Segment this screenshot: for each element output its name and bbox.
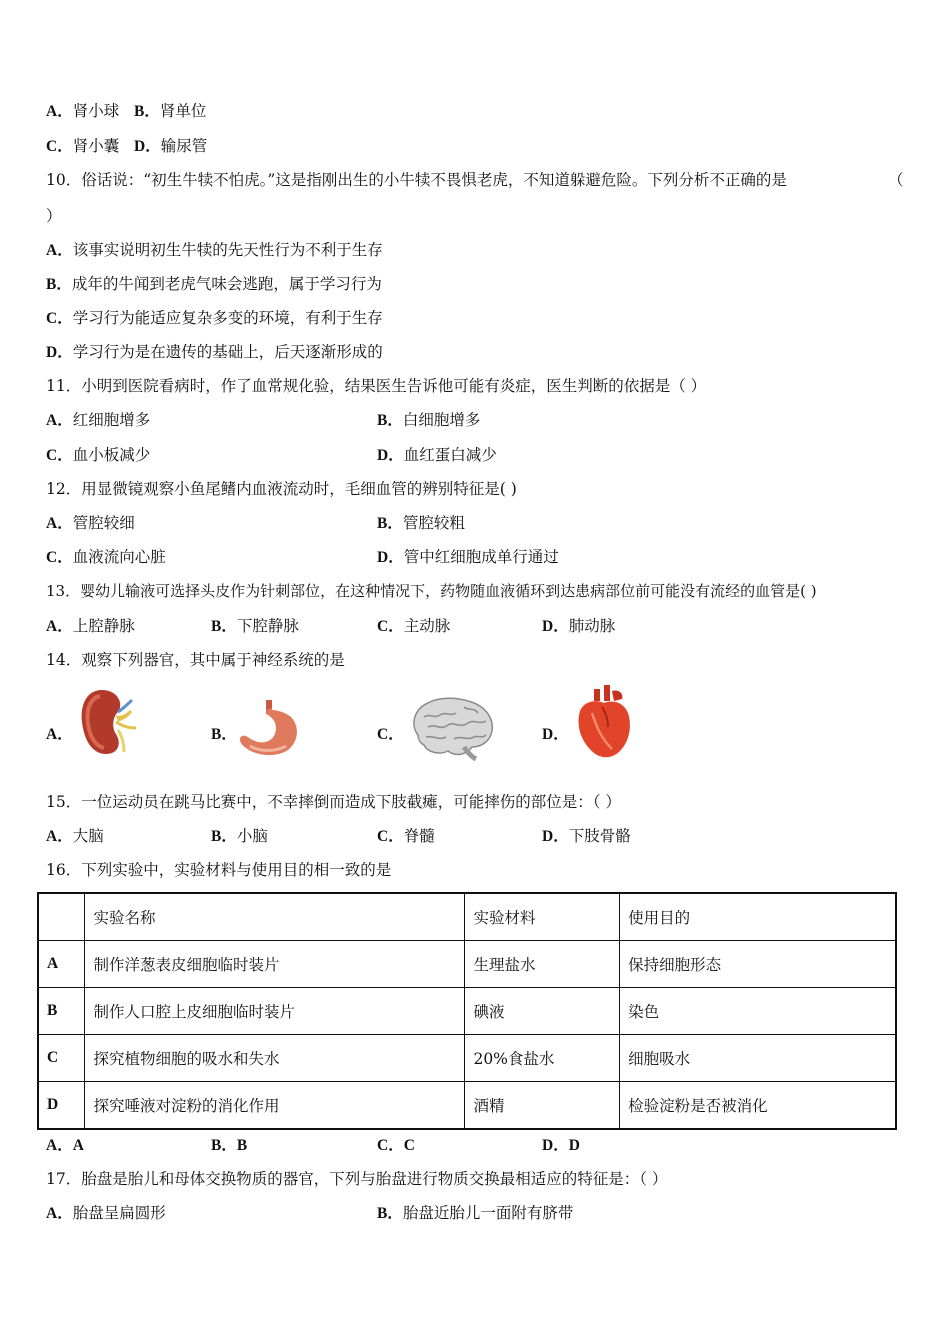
q10-stem: 10．俗话说：“初生牛犊不怕虎。”这是指刚出生的小牛犊不畏惧老虎，不知道躲避危险。下列分析不正确的是 [46,171,787,189]
table-cell: 探究唾液对淀粉的消化作用 [85,1082,465,1130]
table-cell: D [38,1082,85,1130]
q14-option-a-label: A． [46,726,73,743]
table-cell: C [38,1035,85,1082]
brain-icon [408,695,496,761]
table-header-cell: 实验材料 [465,893,620,941]
q16-option-a: A．A [46,1137,84,1154]
experiment-table [37,892,897,1130]
q12-option-a: A．管腔较细 [46,514,135,532]
q15-option-c: C．脊髓 [377,827,435,845]
kidney-icon [78,686,140,758]
q9-options-line-1: A．肾小球 B．肾单位 [46,102,207,120]
q11-option-b: B．白细胞增多 [377,411,481,429]
table-header-cell: 使用目的 [620,893,896,941]
q12-stem: 12．用显微镜观察小鱼尾鳍内血液流动时，毛细血管的辨别特征是( ) [46,480,517,498]
q17-option-a: A．胎盘呈扁圆形 [46,1204,166,1222]
table-cell: 保持细胞形态 [620,941,896,988]
table-header-row [38,893,896,941]
table-row [38,1082,896,1130]
q9-options-line-2: C．肾小囊 D．输尿管 [46,137,208,155]
table-cell: 制作洋葱表皮细胞临时装片 [85,941,465,988]
q16-option-d: D．D [542,1137,580,1154]
table-row [38,941,896,988]
table-header-cell [38,893,85,941]
q14-option-d-label: D． [542,726,569,743]
q10-option-b: B．成年的牛闻到老虎气味会逃跑，属于学习行为 [46,275,382,293]
q13-stem: 13．婴幼儿输液可选择头皮作为针刺部位，在这种情况下，药物随血液循环到达患病部位前可能没有流经的血管是( ) [46,582,817,600]
q10-option-d: D．学习行为是在遗传的基础上，后天逐渐形成的 [46,343,383,361]
table-row [38,1035,896,1082]
table-cell: 生理盐水 [465,941,620,988]
q11-stem: 11．小明到医院看病时，作了血常规化验，结果医生告诉他可能有炎症，医生判断的依据是（ ） [46,377,707,395]
table-cell: 探究植物细胞的吸水和失水 [85,1035,465,1082]
q11-option-d: D．血红蛋白减少 [377,446,497,464]
q12-option-c: C．血液流向心脏 [46,548,166,566]
q16-option-c: C．C [377,1137,415,1154]
table-header-cell: 实验名称 [85,893,465,941]
q10-paren-close: ） [46,207,62,225]
table-cell: 20%食盐水 [465,1035,620,1082]
table-cell: 染色 [620,988,896,1035]
q16-option-b: B．B [211,1137,248,1154]
heart-icon [572,683,634,761]
q17-stem: 17．胎盘是胎儿和母体交换物质的器官，下列与胎盘进行物质交换最相适应的特征是：（ ） [46,1170,668,1188]
q14-option-b-label: B． [211,726,237,743]
q15-stem: 15．一位运动员在跳马比赛中，不幸摔倒而造成下肢截瘫，可能摔伤的部位是：（ ） [46,793,621,811]
q10-paren-open: （ [888,171,904,189]
q16-stem: 16．下列实验中，实验材料与使用目的相一致的是 [46,861,392,879]
q13-option-d: D．肺动脉 [542,617,616,635]
table-row [38,988,896,1035]
q15-option-b: B．小脑 [211,827,268,845]
table-cell: 制作人口腔上皮细胞临时装片 [85,988,465,1035]
table-cell: B [38,988,85,1035]
table-cell: 细胞吸水 [620,1035,896,1082]
q13-option-c: C．主动脉 [377,617,451,635]
q15-option-d: D．下肢骨骼 [542,827,631,845]
table-cell: 检验淀粉是否被消化 [620,1082,896,1130]
q11-option-c: C．血小板减少 [46,446,151,464]
table-cell: 碘液 [465,988,620,1035]
table-cell: 酒精 [465,1082,620,1130]
q12-option-d: D．管中红细胞成单行通过 [377,548,559,566]
stomach-icon [236,696,302,758]
table-cell: A [38,941,85,988]
q14-option-c-label: C． [377,726,404,743]
q11-option-a: A．红细胞增多 [46,411,151,429]
q15-option-a: A．大脑 [46,827,104,845]
q13-option-a: A．上腔静脉 [46,617,135,635]
q14-stem: 14．观察下列器官，其中属于神经系统的是 [46,651,345,669]
q10-option-c: C．学习行为能适应复杂多变的环境，有利于生存 [46,309,383,327]
q10-option-a: A．该事实说明初生牛犊的先天性行为不利于生存 [46,241,383,259]
q17-option-b: B．胎盘近胎儿一面附有脐带 [377,1204,574,1222]
q12-option-b: B．管腔较粗 [377,514,465,532]
q13-option-b: B．下腔静脉 [211,617,299,635]
